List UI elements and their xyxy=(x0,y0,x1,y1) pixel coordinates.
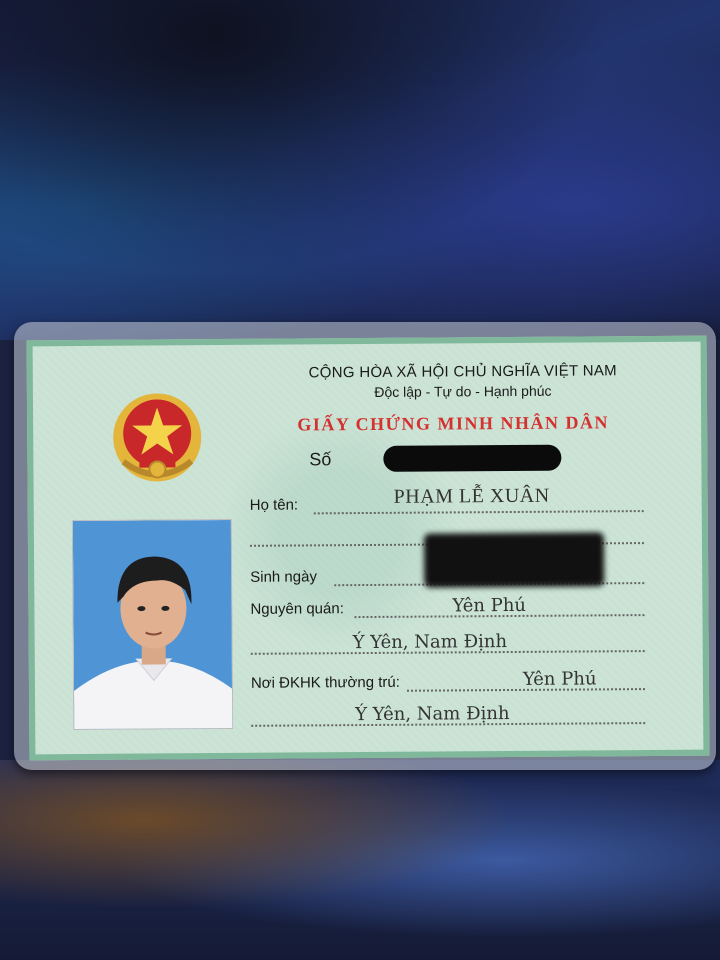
name-value: PHẠM LỄ XUÂN xyxy=(393,484,550,508)
motto-header: Độc lập - Tự do - Hạnh phúc xyxy=(374,382,552,400)
number-redaction xyxy=(383,445,561,472)
id-card xyxy=(27,336,710,761)
portrait-photo xyxy=(72,519,233,730)
dob-redaction xyxy=(424,532,604,587)
republic-header: CỘNG HÒA XÃ HỘI CHỦ NGHĨA VIỆT NAM xyxy=(308,362,617,382)
background-bottom xyxy=(0,760,720,960)
origin-value-1: Yên Phú xyxy=(452,594,527,617)
number-label: Số xyxy=(309,449,332,470)
origin-label: Nguyên quán: xyxy=(250,600,344,618)
background-top xyxy=(0,0,720,340)
card-title: GIẤY CHỨNG MINH NHÂN DÂN xyxy=(297,412,610,435)
portrait-icon xyxy=(73,520,233,730)
dob-label: Sinh ngày xyxy=(250,568,317,586)
residence-value-1: Yên Phú xyxy=(522,668,597,690)
name-label: Họ tên: xyxy=(249,496,299,514)
name-line xyxy=(314,510,644,514)
residence-label: Nơi ĐKHK thường trú: xyxy=(250,673,400,692)
residence-value-2: Ý Yên, Nam Định xyxy=(355,703,510,726)
national-emblem-icon xyxy=(105,391,210,488)
origin-value-2: Ý Yên, Nam Định xyxy=(352,631,508,654)
